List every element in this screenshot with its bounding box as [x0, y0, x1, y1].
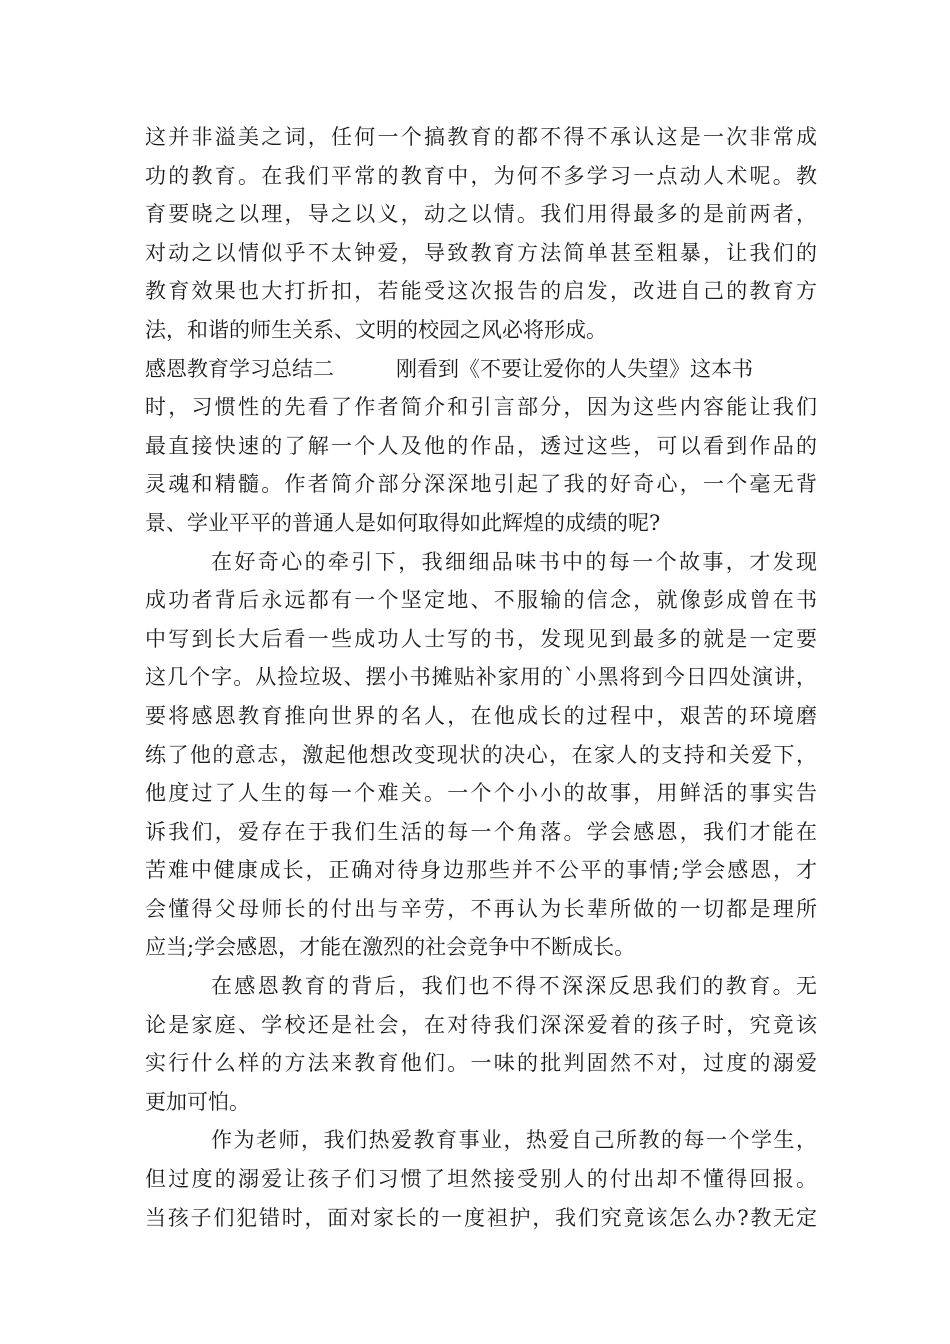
text-line: 会懂得父母师长的付出与辛劳，不再认为长辈所做的一切都是理所	[145, 896, 817, 921]
text-line: 法，和谐的师生关系、文明的校园之风必将形成。	[145, 317, 607, 342]
section-two	[145, 350, 817, 543]
text-line: 但过度的溺爱让孩子们习惯了坦然接受别人的付出却不懂得回报。	[145, 1167, 817, 1192]
text-line: 功的教育。在我们平常的教育中，为何不多学习一点动人术呢。教	[145, 163, 817, 188]
text-line: 教育效果也大打折扣，若能受这次报告的启发，改进自己的教育方	[145, 279, 817, 304]
text-line: 苦难中健康成长，正确对待身边那些并不公平的事情;学会感恩，才	[145, 858, 817, 883]
text-line: 成功者背后永远都有一个坚定地、不服输的信念，就像彭成曾在书	[145, 588, 817, 613]
paragraph-four	[145, 1121, 817, 1237]
text-line: 育要晓之以理，导之以义，动之以情。我们用得最多的是前两者，	[145, 202, 817, 227]
text-line: 中写到长大后看一些成功人士写的书，发现见到最多的就是一定要	[145, 626, 817, 651]
text-line: 诉我们，爱存在于我们生活的每一个角落。学会感恩，我们才能在	[145, 819, 817, 844]
paragraph-intro	[145, 118, 817, 350]
text-line: 论是家庭、学校还是社会，在对待我们深深爱着的孩子时，究竟该	[145, 1012, 817, 1037]
text-line: 这并非溢美之词，任何一个搞教育的都不得不承认这是一次非常成	[145, 125, 817, 149]
paragraph-three	[145, 967, 817, 1121]
section-first-line: 刚看到《不要让爱你的人失望》这本书	[396, 356, 753, 381]
paragraph-two	[145, 543, 817, 968]
section-title: 感恩教育学习总结二	[145, 356, 334, 381]
text-line: 景、学业平平的普通人是如何取得如此辉煌的成绩的呢?	[145, 510, 661, 535]
text-line: 在感恩教育的背后，我们也不得不深深反思我们的教育。无	[211, 974, 817, 999]
text-line: 在好奇心的牵引下，我细细品味书中的每一个故事，才发现	[211, 549, 817, 574]
text-line: 应当;学会感恩，才能在激烈的社会竞争中不断成长。	[145, 935, 636, 960]
text-line: 灵魂和精髓。作者简介部分深深地引起了我的好奇心，一个毫无背	[145, 472, 817, 497]
text-line: 这几个字。从捡垃圾、摆小书摊贴补家用的`小黑将到今日四处演讲，	[145, 665, 817, 690]
text-line: 更加可怕。	[145, 1089, 250, 1114]
section-heading-line	[145, 350, 817, 389]
text-line: 对动之以情似乎不太钟爱，导致教育方法简单甚至粗暴，让我们的	[145, 240, 817, 265]
text-line: 练了他的意志，激起他想改变现状的决心，在家人的支持和关爱下，	[145, 742, 817, 767]
document-page	[145, 118, 817, 1237]
text-line: 时，习惯性的先看了作者简介和引言部分，因为这些内容能让我们	[145, 395, 817, 420]
text-line: 作为老师，我们热爱教育事业，热爱自己所教的每一个学生，	[211, 1128, 817, 1153]
text-line: 当孩子们犯错时，面对家长的一度袒护，我们究竟该怎么办?教无定	[145, 1205, 817, 1230]
text-line: 实行什么样的方法来教育他们。一味的批判固然不对，过度的溺爱	[145, 1051, 817, 1076]
text-line: 他度过了人生的每一个难关。一个个小小的故事，用鲜活的事实告	[145, 781, 817, 806]
text-line: 最直接快速的了解一个人及他的作品，透过这些，可以看到作品的	[145, 433, 817, 458]
text-line: 要将感恩教育推向世界的名人，在他成长的过程中，艰苦的环境磨	[145, 703, 817, 728]
